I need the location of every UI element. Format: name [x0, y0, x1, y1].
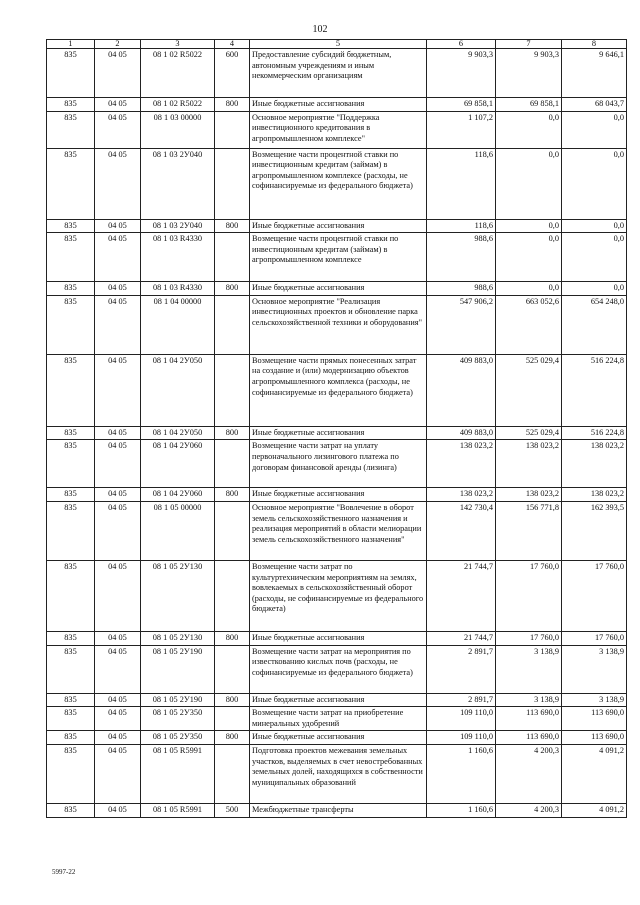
table-row: [47, 111, 627, 148]
ministry-code-cell: 835: [47, 98, 95, 112]
description-cell: Подготовка проектов межевания земельных участков, выделяемых в счет невостребованных земельных долей, находящихся в собственности муниципальных образований: [250, 744, 427, 803]
target-article-cell: 08 1 04 2У050: [141, 354, 215, 426]
ministry-code-cell: 835: [47, 111, 95, 148]
target-article-cell: 08 1 05 00000: [141, 501, 215, 560]
expense-type-cell: 800: [215, 731, 250, 745]
section-code-cell: 04 05: [95, 440, 141, 488]
amount-year3-cell: 0,0: [562, 148, 627, 219]
amount-year3-cell: 9 646,1: [562, 49, 627, 98]
amount-year3-cell: 516 224,8: [562, 354, 627, 426]
expense-type-cell: [215, 501, 250, 560]
section-code-cell: 04 05: [95, 501, 141, 560]
target-article-cell: 08 1 05 2У190: [141, 645, 215, 693]
target-article-cell: 08 1 04 00000: [141, 295, 215, 354]
table-row: [47, 707, 627, 731]
expense-type-cell: 800: [215, 426, 250, 440]
amount-year3-cell: 654 248,0: [562, 295, 627, 354]
amount-year1-cell: 2 891,7: [427, 693, 496, 707]
column-header: 5: [250, 40, 427, 49]
section-code-cell: 04 05: [95, 282, 141, 296]
table-row: [47, 49, 627, 98]
ministry-code-cell: 835: [47, 49, 95, 98]
table-row: [47, 501, 627, 560]
description-cell: Иные бюджетные ассигнования: [250, 488, 427, 502]
ministry-code-cell: 835: [47, 426, 95, 440]
description-cell: Основное мероприятие "Вовлечение в оборот земель сельскохозяйственного назначения и реализация мероприятий в области мелиорации земель сельскохозяйственного назначения": [250, 501, 427, 560]
description-cell: Предоставление субсидий бюджетным, автономным учреждениям и иным некоммерческим организациям: [250, 49, 427, 98]
expense-type-cell: 800: [215, 219, 250, 233]
table-header-row: [47, 40, 627, 49]
expense-type-cell: [215, 354, 250, 426]
description-cell: Основное мероприятие "Поддержка инвестиционного кредитования в агропромышленном комплексе": [250, 111, 427, 148]
expense-type-cell: [215, 560, 250, 631]
table-row: [47, 426, 627, 440]
column-header: 6: [427, 40, 496, 49]
amount-year2-cell: 525 029,4: [496, 426, 562, 440]
column-header: 1: [47, 40, 95, 49]
amount-year2-cell: 4 200,3: [496, 803, 562, 817]
section-code-cell: 04 05: [95, 560, 141, 631]
table-row: [47, 693, 627, 707]
amount-year3-cell: 162 393,5: [562, 501, 627, 560]
target-article-cell: 08 1 05 2У190: [141, 693, 215, 707]
section-code-cell: 04 05: [95, 693, 141, 707]
table-row: [47, 488, 627, 502]
section-code-cell: 04 05: [95, 49, 141, 98]
amount-year2-cell: 3 138,9: [496, 645, 562, 693]
amount-year3-cell: 0,0: [562, 282, 627, 296]
amount-year2-cell: 0,0: [496, 282, 562, 296]
amount-year2-cell: 0,0: [496, 233, 562, 282]
description-cell: Иные бюджетные ассигнования: [250, 693, 427, 707]
table-row: [47, 560, 627, 631]
amount-year1-cell: 1 107,2: [427, 111, 496, 148]
amount-year1-cell: 109 110,0: [427, 707, 496, 731]
section-code-cell: 04 05: [95, 98, 141, 112]
amount-year3-cell: 113 690,0: [562, 731, 627, 745]
target-article-cell: 08 1 03 R4330: [141, 233, 215, 282]
expense-type-cell: 800: [215, 693, 250, 707]
amount-year1-cell: 9 903,3: [427, 49, 496, 98]
table-row: [47, 744, 627, 803]
ministry-code-cell: 835: [47, 560, 95, 631]
amount-year3-cell: 113 690,0: [562, 707, 627, 731]
expense-type-cell: 600: [215, 49, 250, 98]
table-row: [47, 440, 627, 488]
expense-type-cell: [215, 233, 250, 282]
amount-year1-cell: 109 110,0: [427, 731, 496, 745]
ministry-code-cell: 835: [47, 295, 95, 354]
ministry-code-cell: 835: [47, 219, 95, 233]
amount-year2-cell: 0,0: [496, 219, 562, 233]
target-article-cell: 08 1 02 R5022: [141, 98, 215, 112]
ministry-code-cell: 835: [47, 707, 95, 731]
description-cell: Иные бюджетные ассигнования: [250, 282, 427, 296]
target-article-cell: 08 1 05 R5991: [141, 744, 215, 803]
description-cell: Возмещение части процентной ставки по инвестиционным кредитам (займам) в агропромышленном комплексе: [250, 233, 427, 282]
expense-type-cell: 800: [215, 98, 250, 112]
amount-year2-cell: 525 029,4: [496, 354, 562, 426]
amount-year3-cell: 516 224,8: [562, 426, 627, 440]
description-cell: Возмещение части прямых понесенных затрат на создание и (или) модернизацию объектов агропромышленного комплекса (расходы, не софинансируемые из федерального бюджета): [250, 354, 427, 426]
ministry-code-cell: 835: [47, 488, 95, 502]
target-article-cell: 08 1 03 2У040: [141, 219, 215, 233]
description-cell: Иные бюджетные ассигнования: [250, 631, 427, 645]
target-article-cell: 08 1 05 2У350: [141, 707, 215, 731]
table-row: [47, 219, 627, 233]
amount-year2-cell: 156 771,8: [496, 501, 562, 560]
ministry-code-cell: 835: [47, 645, 95, 693]
amount-year1-cell: 1 160,6: [427, 803, 496, 817]
ministry-code-cell: 835: [47, 631, 95, 645]
amount-year1-cell: 547 906,2: [427, 295, 496, 354]
amount-year3-cell: 4 091,2: [562, 803, 627, 817]
amount-year1-cell: 1 160,6: [427, 744, 496, 803]
table-row: [47, 645, 627, 693]
amount-year1-cell: 988,6: [427, 233, 496, 282]
target-article-cell: 08 1 05 2У130: [141, 631, 215, 645]
table-row: [47, 295, 627, 354]
section-code-cell: 04 05: [95, 295, 141, 354]
target-article-cell: 08 1 02 R5022: [141, 49, 215, 98]
description-cell: Возмещение части затрат на приобретение минеральных удобрений: [250, 707, 427, 731]
section-code-cell: 04 05: [95, 731, 141, 745]
description-cell: Межбюджетные трансферты: [250, 803, 427, 817]
amount-year3-cell: 138 023,2: [562, 488, 627, 502]
table-row: [47, 98, 627, 112]
amount-year2-cell: 3 138,9: [496, 693, 562, 707]
target-article-cell: 08 1 03 00000: [141, 111, 215, 148]
table-row: [47, 731, 627, 745]
expense-type-cell: 800: [215, 631, 250, 645]
target-article-cell: 08 1 03 2У040: [141, 148, 215, 219]
ministry-code-cell: 835: [47, 731, 95, 745]
amount-year2-cell: 0,0: [496, 148, 562, 219]
description-cell: Иные бюджетные ассигнования: [250, 731, 427, 745]
ministry-code-cell: 835: [47, 693, 95, 707]
table-row: [47, 631, 627, 645]
amount-year3-cell: 68 043,7: [562, 98, 627, 112]
footer-code: 5997-22: [52, 868, 76, 876]
amount-year3-cell: 0,0: [562, 111, 627, 148]
expense-type-cell: [215, 111, 250, 148]
ministry-code-cell: 835: [47, 803, 95, 817]
amount-year3-cell: 138 023,2: [562, 440, 627, 488]
amount-year1-cell: 21 744,7: [427, 631, 496, 645]
expense-type-cell: [215, 440, 250, 488]
table-row: [47, 282, 627, 296]
amount-year2-cell: 663 052,6: [496, 295, 562, 354]
amount-year1-cell: 142 730,4: [427, 501, 496, 560]
column-header: 8: [562, 40, 627, 49]
table-row: [47, 354, 627, 426]
section-code-cell: 04 05: [95, 148, 141, 219]
amount-year2-cell: 138 023,2: [496, 440, 562, 488]
amount-year2-cell: 9 903,3: [496, 49, 562, 98]
section-code-cell: 04 05: [95, 233, 141, 282]
description-cell: Основное мероприятие "Реализация инвестиционных проектов и обновление парка сельскохозяйственной техники и оборудования": [250, 295, 427, 354]
section-code-cell: 04 05: [95, 744, 141, 803]
target-article-cell: 08 1 04 2У050: [141, 426, 215, 440]
section-code-cell: 04 05: [95, 645, 141, 693]
target-article-cell: 08 1 03 R4330: [141, 282, 215, 296]
expense-type-cell: 500: [215, 803, 250, 817]
amount-year1-cell: 118,6: [427, 219, 496, 233]
amount-year1-cell: 2 891,7: [427, 645, 496, 693]
expense-type-cell: 800: [215, 282, 250, 296]
amount-year1-cell: 409 883,0: [427, 354, 496, 426]
amount-year2-cell: 17 760,0: [496, 560, 562, 631]
amount-year1-cell: 138 023,2: [427, 440, 496, 488]
amount-year2-cell: 4 200,3: [496, 744, 562, 803]
expense-type-cell: [215, 645, 250, 693]
ministry-code-cell: 835: [47, 501, 95, 560]
target-article-cell: 08 1 04 2У060: [141, 440, 215, 488]
amount-year3-cell: 0,0: [562, 219, 627, 233]
column-header: 3: [141, 40, 215, 49]
section-code-cell: 04 05: [95, 426, 141, 440]
amount-year3-cell: 3 138,9: [562, 645, 627, 693]
table-row: [47, 148, 627, 219]
column-header: 2: [95, 40, 141, 49]
target-article-cell: 08 1 05 2У130: [141, 560, 215, 631]
budget-table: [46, 39, 627, 818]
ministry-code-cell: 835: [47, 354, 95, 426]
amount-year1-cell: 138 023,2: [427, 488, 496, 502]
amount-year1-cell: 118,6: [427, 148, 496, 219]
ministry-code-cell: 835: [47, 233, 95, 282]
amount-year2-cell: 113 690,0: [496, 707, 562, 731]
ministry-code-cell: 835: [47, 148, 95, 219]
section-code-cell: 04 05: [95, 111, 141, 148]
target-article-cell: 08 1 05 R5991: [141, 803, 215, 817]
amount-year1-cell: 21 744,7: [427, 560, 496, 631]
expense-type-cell: 800: [215, 488, 250, 502]
section-code-cell: 04 05: [95, 488, 141, 502]
column-header: 4: [215, 40, 250, 49]
amount-year1-cell: 69 858,1: [427, 98, 496, 112]
target-article-cell: 08 1 04 2У060: [141, 488, 215, 502]
description-cell: Возмещение части затрат на уплату первоначального лизингового платежа по договорам финансовой аренды (лизинга): [250, 440, 427, 488]
table-row: [47, 233, 627, 282]
description-cell: Иные бюджетные ассигнования: [250, 98, 427, 112]
description-cell: Возмещение части процентной ставки по инвестиционным кредитам (займам) в агропромышленном комплексе (расходы, не софинансируемые из федерального бюджета): [250, 148, 427, 219]
description-cell: Возмещение части затрат по культуртехническим мероприятиям на землях, вовлекаемых в сельскохозяйственный оборот (расходы, не софинансируемые из федерального бюджета): [250, 560, 427, 631]
section-code-cell: 04 05: [95, 354, 141, 426]
column-header: 7: [496, 40, 562, 49]
amount-year2-cell: 69 858,1: [496, 98, 562, 112]
amount-year3-cell: 4 091,2: [562, 744, 627, 803]
amount-year3-cell: 17 760,0: [562, 631, 627, 645]
description-cell: Иные бюджетные ассигнования: [250, 426, 427, 440]
ministry-code-cell: 835: [47, 440, 95, 488]
expense-type-cell: [215, 707, 250, 731]
section-code-cell: 04 05: [95, 631, 141, 645]
section-code-cell: 04 05: [95, 803, 141, 817]
amount-year3-cell: 0,0: [562, 233, 627, 282]
amount-year1-cell: 988,6: [427, 282, 496, 296]
amount-year3-cell: 3 138,9: [562, 693, 627, 707]
section-code-cell: 04 05: [95, 707, 141, 731]
amount-year2-cell: 138 023,2: [496, 488, 562, 502]
description-cell: Возмещение части затрат на мероприятия по известкованию кислых почв (расходы, не софинансируемые из федерального бюджета): [250, 645, 427, 693]
amount-year3-cell: 17 760,0: [562, 560, 627, 631]
ministry-code-cell: 835: [47, 744, 95, 803]
expense-type-cell: [215, 744, 250, 803]
section-code-cell: 04 05: [95, 219, 141, 233]
expense-type-cell: [215, 295, 250, 354]
amount-year1-cell: 409 883,0: [427, 426, 496, 440]
table-row: [47, 803, 627, 817]
amount-year2-cell: 17 760,0: [496, 631, 562, 645]
expense-type-cell: [215, 148, 250, 219]
page-number: 102: [312, 24, 328, 35]
description-cell: Иные бюджетные ассигнования: [250, 219, 427, 233]
target-article-cell: 08 1 05 2У350: [141, 731, 215, 745]
amount-year2-cell: 0,0: [496, 111, 562, 148]
amount-year2-cell: 113 690,0: [496, 731, 562, 745]
ministry-code-cell: 835: [47, 282, 95, 296]
